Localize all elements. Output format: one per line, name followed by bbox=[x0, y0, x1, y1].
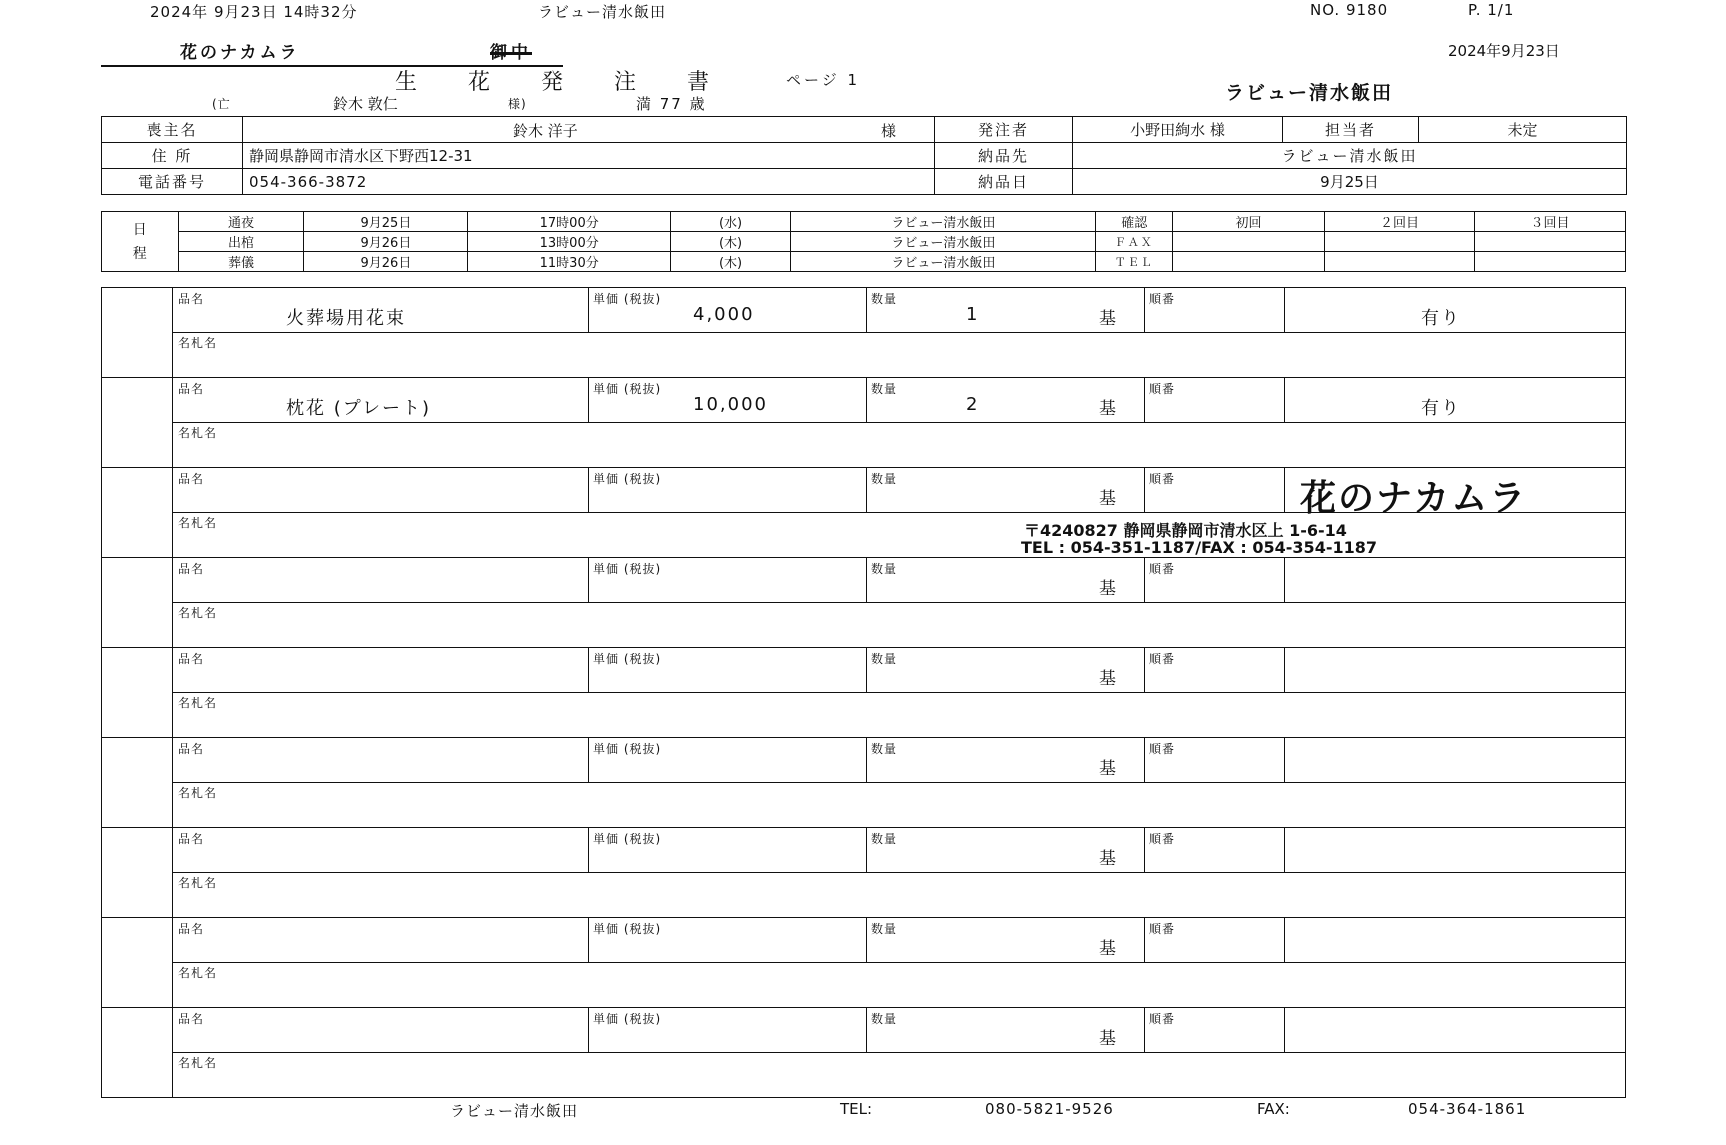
order-item-inner bbox=[172, 738, 1625, 827]
column-divider bbox=[866, 648, 867, 692]
deceased-suffix: 様) bbox=[508, 97, 527, 111]
confirm-third: ３回目 bbox=[1474, 212, 1625, 232]
confirm-tel-3 bbox=[1474, 252, 1625, 272]
item-name-label: 品名 bbox=[178, 472, 205, 486]
sched-place-1: ラビュー清水飯田 bbox=[791, 232, 1096, 252]
column-divider bbox=[588, 918, 589, 962]
item-unit: 基 bbox=[1099, 579, 1118, 599]
column-divider bbox=[588, 288, 589, 332]
item-name-label: 品名 bbox=[178, 922, 205, 936]
chief-mourner-cell bbox=[243, 117, 935, 143]
order-item-top-row bbox=[173, 378, 1625, 423]
item-unit: 基 bbox=[1099, 399, 1118, 419]
order-item-top-row bbox=[173, 828, 1625, 873]
fax-sender: ラビュー清水飯田 bbox=[538, 3, 667, 21]
column-divider bbox=[866, 468, 867, 512]
column-divider bbox=[1144, 738, 1145, 782]
sched-date-1: 9月26日 bbox=[304, 232, 468, 252]
item-tag-label: 名札名 bbox=[178, 426, 218, 440]
confirm-fax-label: ＦＡＸ bbox=[1096, 232, 1173, 252]
item-unit: 基 bbox=[1099, 939, 1118, 959]
shop-contact: TEL : 054-351-1187/FAX : 054-354-1187 bbox=[1021, 538, 1377, 557]
item-name-label: 品名 bbox=[178, 652, 205, 666]
footer-venue: ラビュー清水飯田 bbox=[450, 1102, 579, 1120]
phone: 054-366-3872 bbox=[243, 169, 935, 195]
order-item-top-row bbox=[173, 558, 1625, 603]
item-tag-label: 名札名 bbox=[178, 696, 218, 710]
item-tag-label: 名札名 bbox=[178, 876, 218, 890]
item-qty-label: 数量 bbox=[871, 652, 898, 666]
chief-mourner: 鈴木 洋子 bbox=[513, 122, 578, 140]
column-divider bbox=[1284, 648, 1285, 692]
item-tag-label: 名札名 bbox=[178, 966, 218, 980]
item-price: 10,000 bbox=[693, 394, 768, 415]
item-unit: 基 bbox=[1099, 489, 1118, 509]
column-divider bbox=[1144, 828, 1145, 872]
struck-onchu: 御中 bbox=[490, 43, 532, 63]
addressee-company: 花のナカムラ bbox=[180, 43, 300, 63]
delivery-date-label: 納品日 bbox=[935, 169, 1073, 195]
sched-place-0: ラビュー清水飯田 bbox=[791, 212, 1096, 232]
item-qty: 1 bbox=[966, 304, 980, 325]
column-divider bbox=[866, 1008, 867, 1052]
item-price-label: 単価 (税抜) bbox=[593, 472, 662, 486]
order-item-block bbox=[101, 647, 1626, 737]
order-item-top-row bbox=[173, 288, 1625, 333]
sched-place-2: ラビュー清水飯田 bbox=[791, 252, 1096, 272]
item-unit: 基 bbox=[1099, 1029, 1118, 1049]
item-order-value: 有り bbox=[1421, 398, 1461, 419]
column-divider bbox=[588, 378, 589, 422]
column-divider bbox=[1284, 378, 1285, 422]
sama-label: 様 bbox=[880, 122, 896, 140]
order-item-inner bbox=[172, 918, 1625, 1007]
item-qty-label: 数量 bbox=[871, 472, 898, 486]
sched-dow-0: (水) bbox=[670, 212, 790, 232]
footer-fax: 054-364-1861 bbox=[1408, 1100, 1527, 1118]
item-order-label: 順番 bbox=[1149, 472, 1176, 486]
item-qty-label: 数量 bbox=[871, 382, 898, 396]
address-label: 住 所 bbox=[102, 143, 243, 169]
column-divider bbox=[1144, 1008, 1145, 1052]
schedule-label: 日 程 bbox=[102, 212, 179, 272]
item-name-label: 品名 bbox=[178, 832, 205, 846]
order-item-inner bbox=[172, 648, 1625, 737]
item-price-label: 単価 (税抜) bbox=[593, 562, 662, 576]
document-date: 2024年9月23日 bbox=[1448, 42, 1560, 60]
item-qty-label: 数量 bbox=[871, 292, 898, 306]
item-order-label: 順番 bbox=[1149, 832, 1176, 846]
delivery-date: 9月25日 bbox=[1073, 169, 1627, 195]
sched-time-2: 11時30分 bbox=[468, 252, 670, 272]
item-qty-label: 数量 bbox=[871, 1012, 898, 1026]
sched-dow-1: (木) bbox=[670, 232, 790, 252]
item-name: 枕花 (プレート) bbox=[286, 398, 432, 419]
item-order-label: 順番 bbox=[1149, 922, 1176, 936]
column-divider bbox=[588, 648, 589, 692]
shop-logo: 花のナカムラ bbox=[1300, 477, 1528, 519]
sched-date-0: 9月25日 bbox=[304, 212, 468, 232]
column-divider bbox=[588, 1008, 589, 1052]
column-divider bbox=[1144, 288, 1145, 332]
item-unit: 基 bbox=[1099, 669, 1118, 689]
sched-event-0: 通夜 bbox=[178, 212, 304, 232]
order-item-inner bbox=[172, 558, 1625, 647]
item-order-value: 有り bbox=[1421, 308, 1461, 329]
item-name-label: 品名 bbox=[178, 292, 205, 306]
item-price-label: 単価 (税抜) bbox=[593, 382, 662, 396]
deceased-name: 鈴木 敦仁 bbox=[333, 95, 398, 113]
confirm-fax-1 bbox=[1173, 232, 1325, 252]
venue-name: ラビュー清水飯田 bbox=[1225, 82, 1394, 104]
column-divider bbox=[1284, 288, 1285, 332]
item-order-label: 順番 bbox=[1149, 562, 1176, 576]
item-price-label: 単価 (税抜) bbox=[593, 922, 662, 936]
fax-number: NO. 9180 bbox=[1310, 1, 1389, 19]
column-divider bbox=[1284, 468, 1285, 512]
sched-time-0: 17時00分 bbox=[468, 212, 670, 232]
order-item-inner bbox=[172, 1008, 1625, 1097]
column-divider bbox=[1284, 918, 1285, 962]
sched-time-1: 13時00分 bbox=[468, 232, 670, 252]
column-divider bbox=[1144, 558, 1145, 602]
item-unit: 基 bbox=[1099, 849, 1118, 869]
item-name-label: 品名 bbox=[178, 382, 205, 396]
page-label: ページ 1 bbox=[786, 71, 861, 89]
delivery-place: ラビュー清水飯田 bbox=[1073, 143, 1627, 169]
item-price-label: 単価 (税抜) bbox=[593, 1012, 662, 1026]
item-tag-label: 名札名 bbox=[178, 1056, 218, 1070]
confirm-second: ２回目 bbox=[1325, 212, 1475, 232]
item-qty-label: 数量 bbox=[871, 562, 898, 576]
item-qty: 2 bbox=[966, 394, 980, 415]
item-unit: 基 bbox=[1099, 759, 1118, 779]
fax-datetime: 2024年 9月23日 14時32分 bbox=[150, 3, 358, 21]
phone-label: 電話番号 bbox=[102, 169, 243, 195]
column-divider bbox=[1284, 558, 1285, 602]
column-divider bbox=[1284, 738, 1285, 782]
order-item-block bbox=[101, 377, 1626, 467]
item-order-label: 順番 bbox=[1149, 742, 1176, 756]
shop-address: 〒4240827 静岡県静岡市清水区上 1-6-14 bbox=[1024, 521, 1347, 540]
delivery-label: 納品先 bbox=[935, 143, 1073, 169]
confirm-fax-3 bbox=[1474, 232, 1625, 252]
confirm-label: 確認 bbox=[1096, 212, 1173, 232]
column-divider bbox=[866, 288, 867, 332]
item-tag-label: 名札名 bbox=[178, 606, 218, 620]
column-divider bbox=[866, 738, 867, 782]
schedule-table bbox=[101, 211, 1626, 272]
info-table bbox=[101, 116, 1627, 195]
column-divider bbox=[588, 468, 589, 512]
item-tag-label: 名札名 bbox=[178, 336, 218, 350]
column-divider bbox=[1144, 648, 1145, 692]
address: 静岡県静岡市清水区下野西12-31 bbox=[243, 143, 935, 169]
order-item-block bbox=[101, 287, 1626, 377]
footer-tel-label: TEL: bbox=[840, 1100, 873, 1118]
column-divider bbox=[866, 918, 867, 962]
column-divider bbox=[866, 828, 867, 872]
column-divider bbox=[1284, 1008, 1285, 1052]
order-item-inner bbox=[172, 288, 1625, 377]
column-divider bbox=[588, 828, 589, 872]
sched-date-2: 9月26日 bbox=[304, 252, 468, 272]
column-divider bbox=[866, 378, 867, 422]
confirm-tel-2 bbox=[1325, 252, 1475, 272]
item-price-label: 単価 (税抜) bbox=[593, 832, 662, 846]
item-price-label: 単価 (税抜) bbox=[593, 292, 662, 306]
column-divider bbox=[588, 558, 589, 602]
orderer: 小野田絢水 様 bbox=[1073, 117, 1283, 143]
item-tag-label: 名札名 bbox=[178, 516, 218, 530]
confirm-tel-label: ＴＥＬ bbox=[1096, 252, 1173, 272]
deceased-prefix: (亡 bbox=[212, 97, 231, 111]
item-order-label: 順番 bbox=[1149, 1012, 1176, 1026]
column-divider bbox=[1144, 378, 1145, 422]
order-item-top-row bbox=[173, 738, 1625, 783]
staff-label: 担当者 bbox=[1283, 117, 1419, 143]
sched-dow-2: (木) bbox=[670, 252, 790, 272]
item-name-label: 品名 bbox=[178, 1012, 205, 1026]
column-divider bbox=[1144, 918, 1145, 962]
item-price: 4,000 bbox=[693, 304, 755, 325]
confirm-first: 初回 bbox=[1173, 212, 1325, 232]
staff: 未定 bbox=[1419, 117, 1627, 143]
item-qty-label: 数量 bbox=[871, 922, 898, 936]
footer-fax-label: FAX: bbox=[1257, 1100, 1290, 1118]
items-bottom-border bbox=[101, 1097, 1626, 1098]
fax-page: P. 1/1 bbox=[1468, 1, 1515, 19]
order-item-block bbox=[101, 737, 1626, 827]
column-divider bbox=[588, 738, 589, 782]
order-item-block bbox=[101, 827, 1626, 917]
item-order-label: 順番 bbox=[1149, 292, 1176, 306]
orderer-label: 発注者 bbox=[935, 117, 1073, 143]
item-tag-label: 名札名 bbox=[178, 786, 218, 800]
item-qty-label: 数量 bbox=[871, 832, 898, 846]
deceased-age: 満 77 歳 bbox=[636, 95, 707, 113]
confirm-fax-2 bbox=[1325, 232, 1475, 252]
column-divider bbox=[1284, 828, 1285, 872]
order-item-top-row bbox=[173, 648, 1625, 693]
item-name-label: 品名 bbox=[178, 562, 205, 576]
item-name-label: 品名 bbox=[178, 742, 205, 756]
column-divider bbox=[1144, 468, 1145, 512]
confirm-tel-1 bbox=[1173, 252, 1325, 272]
item-price-label: 単価 (税抜) bbox=[593, 652, 662, 666]
column-divider bbox=[866, 558, 867, 602]
sched-event-2: 葬儀 bbox=[178, 252, 304, 272]
order-item-block bbox=[101, 917, 1626, 1007]
item-order-label: 順番 bbox=[1149, 652, 1176, 666]
order-item-block bbox=[101, 557, 1626, 647]
order-item-inner bbox=[172, 378, 1625, 467]
item-order-label: 順番 bbox=[1149, 382, 1176, 396]
order-item-top-row bbox=[173, 1008, 1625, 1053]
item-unit: 基 bbox=[1099, 309, 1118, 329]
item-price-label: 単価 (税抜) bbox=[593, 742, 662, 756]
order-item-top-row bbox=[173, 918, 1625, 963]
item-qty-label: 数量 bbox=[871, 742, 898, 756]
chief-mourner-label: 喪主名 bbox=[102, 117, 243, 143]
item-name: 火葬場用花束 bbox=[286, 308, 406, 329]
order-item-block bbox=[101, 1007, 1626, 1097]
order-item-inner bbox=[172, 828, 1625, 917]
sched-event-1: 出棺 bbox=[178, 232, 304, 252]
page-title: 生 花 発 注 書 bbox=[395, 70, 731, 95]
footer-tel: 080-5821-9526 bbox=[985, 1100, 1114, 1118]
